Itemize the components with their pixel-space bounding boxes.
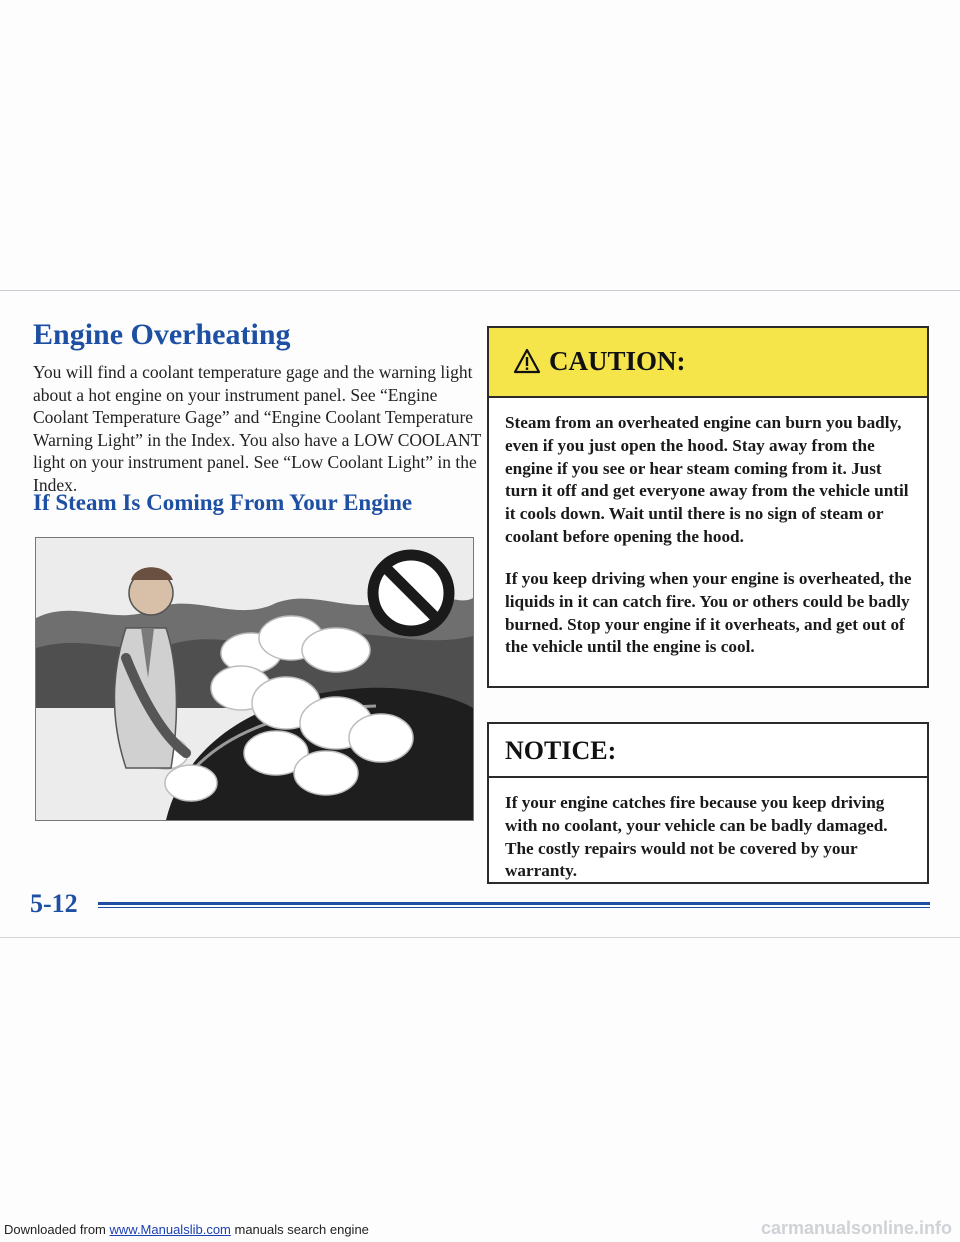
top-divider [0, 290, 960, 291]
page-number: 5-12 [30, 889, 78, 918]
caution-header [489, 328, 927, 398]
download-credit [4, 1222, 369, 1237]
notice-paragraph: If your engine catches fire because you keep driving with no coolant, your vehicle can be badly damaged. The costly repairs would not be covered by your warranty. [505, 793, 888, 881]
bottom-divider [0, 937, 960, 938]
caution-box [487, 326, 929, 688]
intro-paragraph: You will find a coolant temperature gage and the warning light about a hot engine on your instrument panel. See “Engine Coolant Temperature Gage” and “Engine Coolant Temperature Warning Light” in the Index. You also have a LOW COOLANT light on your instrument panel. See “Low Coolant Light” in the Index. [33, 362, 482, 495]
caution-paragraph-1: Steam from an overheated engine can burn you badly, even if you just open the hood. Stay away from the engine if you see or hear steam coming from it. Just turn it off and get everyone away from the vehicle until it cools down. Wait until there is no sign of steam or coolant before opening the hood. [505, 413, 909, 546]
footer-rule-thin [98, 907, 930, 908]
page-title: Engine Overheating [33, 318, 291, 351]
section-subtitle: If Steam Is Coming From Your Engine [33, 490, 413, 515]
footer-rule [98, 902, 930, 905]
caution-paragraph-2: If you keep driving when your engine is overheated, the liquids in it can catch fire. You or others could be badly burned. Stop your engine if it overheats, and get out of the vehicle until the engine is cool. [505, 569, 912, 657]
notice-box [487, 722, 929, 884]
manualslib-link[interactable]: www.Manualslib.com [109, 1222, 231, 1237]
notice-label: NOTICE: [505, 736, 617, 765]
steam-engine-illustration [35, 537, 474, 821]
download-suffix: manuals search engine [230, 1222, 369, 1237]
download-prefix: Downloaded from [4, 1222, 110, 1237]
caution-label: CAUTION: [549, 346, 686, 376]
notice-header [489, 724, 927, 778]
site-watermark: carmanualsonline.info [760, 1218, 952, 1238]
warning-triangle-icon [513, 348, 541, 374]
